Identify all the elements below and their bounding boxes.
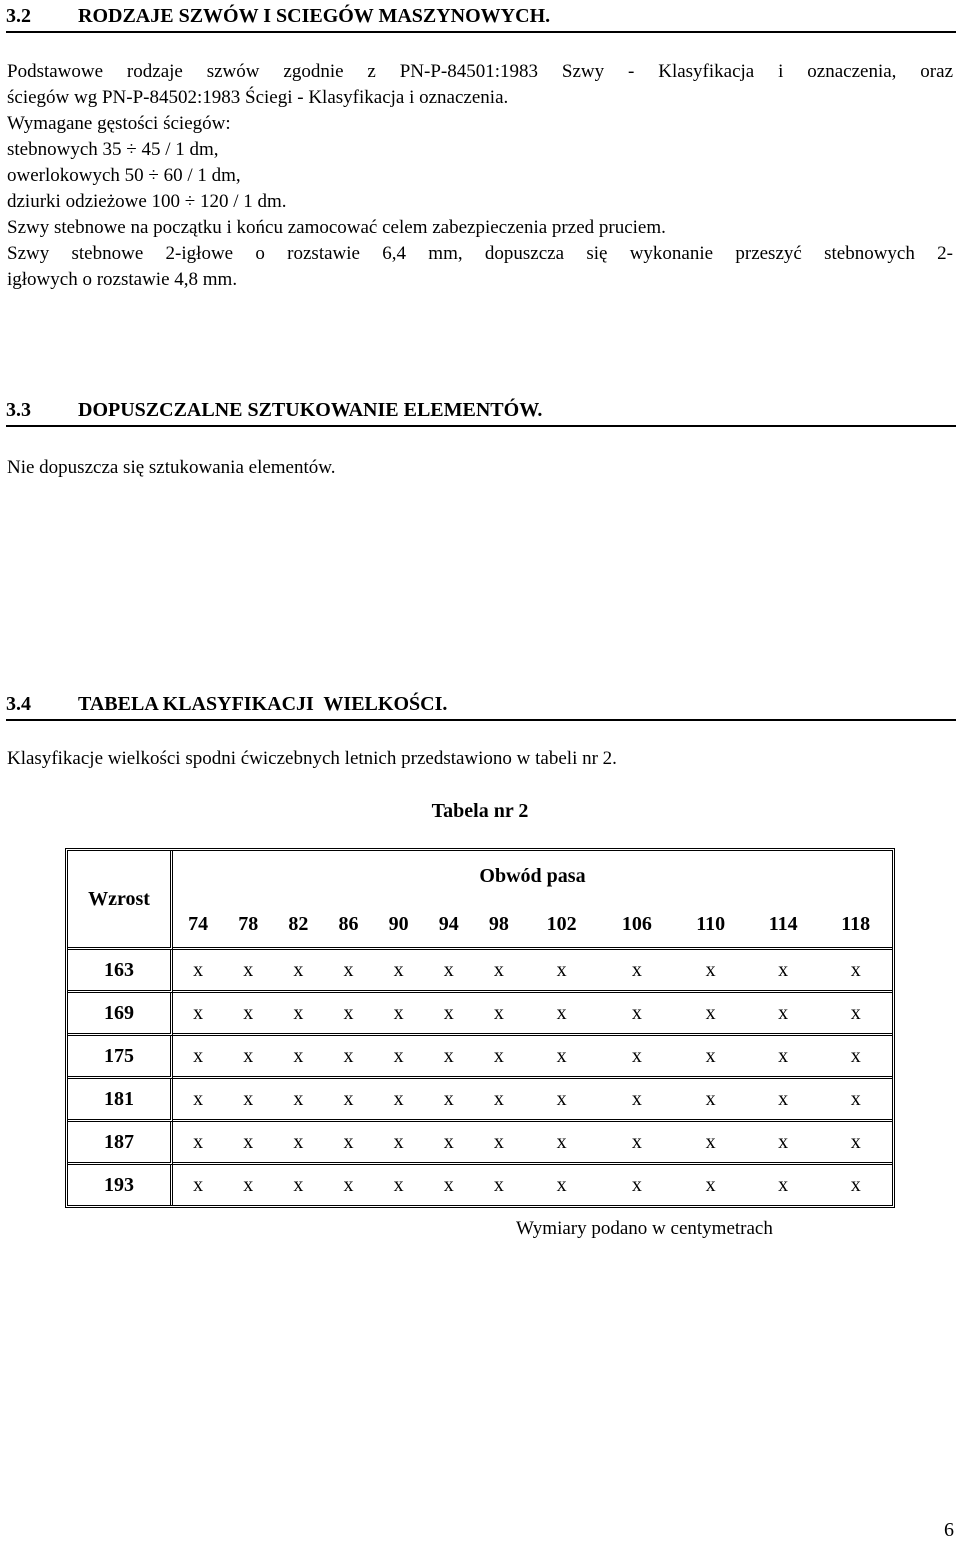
section-heading-3-4: [6, 692, 956, 721]
section-title: RODZAJE SZWÓW I SCIEGÓW MASZYNOWYCH.: [78, 5, 551, 27]
column-header: 94: [424, 901, 474, 950]
table-cell: x: [323, 1079, 373, 1122]
table-cell: x: [599, 1079, 674, 1122]
table-row: [68, 1079, 892, 1122]
table-cell: x: [747, 1079, 819, 1122]
table-cell: x: [524, 993, 599, 1036]
section-3-4-body: [7, 746, 953, 772]
table-cell: x: [424, 1079, 474, 1122]
table-cell: x: [173, 950, 223, 993]
table-cell: x: [173, 1079, 223, 1122]
table-cell: x: [674, 1036, 746, 1079]
table-cell: x: [374, 1079, 424, 1122]
table-cell: x: [273, 1079, 323, 1122]
table-cell: x: [474, 1122, 524, 1165]
table-row: [68, 993, 892, 1036]
column-header: 110: [674, 901, 746, 950]
table-cell: x: [173, 1122, 223, 1165]
table-cell: x: [424, 1122, 474, 1165]
table-cell: x: [819, 1122, 892, 1165]
table-cell: x: [819, 950, 892, 993]
table-cell: x: [424, 1036, 474, 1079]
row-label: 163: [68, 950, 173, 993]
table-cell: x: [747, 993, 819, 1036]
column-header: 98: [474, 901, 524, 950]
table-cell: x: [599, 1122, 674, 1165]
section-number: 3.4: [6, 693, 31, 715]
column-group-header: Obwód pasa: [479, 864, 586, 887]
table-cell: x: [599, 1036, 674, 1079]
table-cell: x: [243, 1173, 254, 1196]
body-line: Podstawowe rodzaje szwów zgodnie z PN-P-84501:1983 Szwy - Klasyfikacja i oznaczenia, oraz: [7, 61, 953, 82]
section-number: 3.2: [6, 5, 31, 27]
column-header: 102: [524, 901, 599, 950]
table-cell: x: [674, 993, 746, 1036]
body-line: owerlokowych 50 ÷ 60 / 1 dm,: [7, 165, 241, 186]
column-header: 74: [173, 901, 223, 950]
column-header: 106: [599, 901, 674, 950]
table-cell: x: [273, 950, 323, 993]
table-cell: x: [631, 1173, 642, 1196]
row-label: 175: [68, 1036, 173, 1079]
column-header: 78: [223, 901, 273, 950]
section-3-3-body: [7, 455, 953, 481]
table-cell: x: [778, 1173, 789, 1196]
table-cell: x: [474, 1079, 524, 1122]
table-cell: x: [747, 1122, 819, 1165]
table-cell: x: [474, 950, 524, 993]
table-row: [68, 950, 892, 993]
table-cell: x: [599, 950, 674, 993]
row-header-wzrost: Wzrost: [68, 851, 173, 950]
table-header-row: [68, 851, 892, 901]
section-heading-3-3: [6, 398, 956, 427]
table-cell: x: [524, 1079, 599, 1122]
table-note: Wymiary podano w centymetrach: [516, 1218, 773, 1239]
table-cell: x: [273, 1036, 323, 1079]
table-cell: x: [223, 1036, 273, 1079]
body-line: Nie dopuszcza się sztukowania elementów.: [7, 457, 336, 478]
table-cell: x: [524, 1122, 599, 1165]
table-cell: x: [474, 1036, 524, 1079]
table-row: [68, 1165, 892, 1205]
body-line: Klasyfikacje wielkości spodni ćwiczebnych letnich przedstawiono w tabeli nr 2.: [7, 748, 617, 769]
row-label: 169: [68, 993, 173, 1036]
row-label: 193: [68, 1165, 173, 1205]
table-cell: x: [223, 1122, 273, 1165]
section-heading-3-2: [6, 4, 956, 33]
table-cell: x: [424, 950, 474, 993]
page-number: 6: [944, 1519, 954, 1541]
column-header: 86: [323, 901, 373, 950]
table-cell: x: [374, 1036, 424, 1079]
table-cell: x: [374, 950, 424, 993]
body-line: Wymagane gęstości ściegów:: [7, 113, 231, 134]
table-caption: Tabela nr 2: [431, 800, 529, 822]
column-header-row: [68, 901, 892, 950]
table-cell: x: [374, 1122, 424, 1165]
body-line: ściegów wg PN-P-84502:1983 Ściegi - Klasyfikacja i oznaczenia.: [7, 87, 509, 108]
body-line: stebnowych 35 ÷ 45 / 1 dm,: [7, 139, 219, 160]
table-row: [68, 1122, 892, 1165]
table-cell: x: [323, 1122, 373, 1165]
body-line: igłowych o rozstawie 4,8 mm.: [7, 269, 238, 290]
table-cell: x: [393, 1173, 404, 1196]
table-cell: x: [424, 993, 474, 1036]
section-title: DOPUSZCZALNE SZTUKOWANIE ELEMENTÓW.: [78, 399, 543, 421]
table-cell: x: [674, 1079, 746, 1122]
table-cell: x: [674, 950, 746, 993]
table-cell: x: [173, 1036, 223, 1079]
table-cell: x: [323, 950, 373, 993]
table-cell: x: [524, 950, 599, 993]
table-cell: x: [819, 1079, 892, 1122]
column-header: 118: [819, 901, 892, 950]
table-cell: x: [223, 1079, 273, 1122]
table-cell: x: [705, 1173, 716, 1196]
table-cell: x: [524, 1036, 599, 1079]
table-cell: x: [273, 993, 323, 1036]
table-cell: x: [850, 1173, 861, 1196]
table-cell: x: [747, 1036, 819, 1079]
table-cell: x: [819, 993, 892, 1036]
table-cell: x: [747, 950, 819, 993]
table-cell: x: [819, 1036, 892, 1079]
column-header: 90: [374, 901, 424, 950]
table-cell: x: [674, 1122, 746, 1165]
table-cell: x: [323, 993, 373, 1036]
table-cell: x: [374, 993, 424, 1036]
size-classification-table: [67, 850, 893, 1206]
body-line: Szwy stebnowe na początku i końcu zamocować celem zabezpieczenia przed pruciem.: [7, 217, 666, 238]
body-line: dziurki odzieżowe 100 ÷ 120 / 1 dm.: [7, 191, 287, 212]
table-cell: x: [293, 1173, 304, 1196]
table-cell: x: [493, 1173, 504, 1196]
column-header: 82: [273, 901, 323, 950]
body-line: Szwy stebnowe 2-igłowe o rozstawie 6,4 mm, dopuszcza się wykonanie przeszyć stebnowych 2-: [7, 243, 953, 264]
row-label: 187: [68, 1122, 173, 1165]
table-cell: x: [556, 1173, 567, 1196]
row-label: 181: [68, 1079, 173, 1122]
table-cell: x: [273, 1122, 323, 1165]
table-cell: x: [173, 993, 223, 1036]
table-cell: x: [443, 1173, 454, 1196]
table-cell: x: [599, 993, 674, 1036]
table-cell: x: [474, 993, 524, 1036]
column-header: 114: [747, 901, 819, 950]
section-3-2-body: [7, 59, 953, 293]
table-cell: x: [223, 993, 273, 1036]
table-cell: x: [343, 1173, 354, 1196]
table-row: [68, 1036, 892, 1079]
table-cell: x: [323, 1036, 373, 1079]
table-cell: x: [193, 1173, 204, 1196]
section-title: TABELA KLASYFIKACJI WIELKOŚCI.: [78, 693, 448, 715]
table-cell: x: [223, 950, 273, 993]
section-number: 3.3: [6, 399, 31, 421]
